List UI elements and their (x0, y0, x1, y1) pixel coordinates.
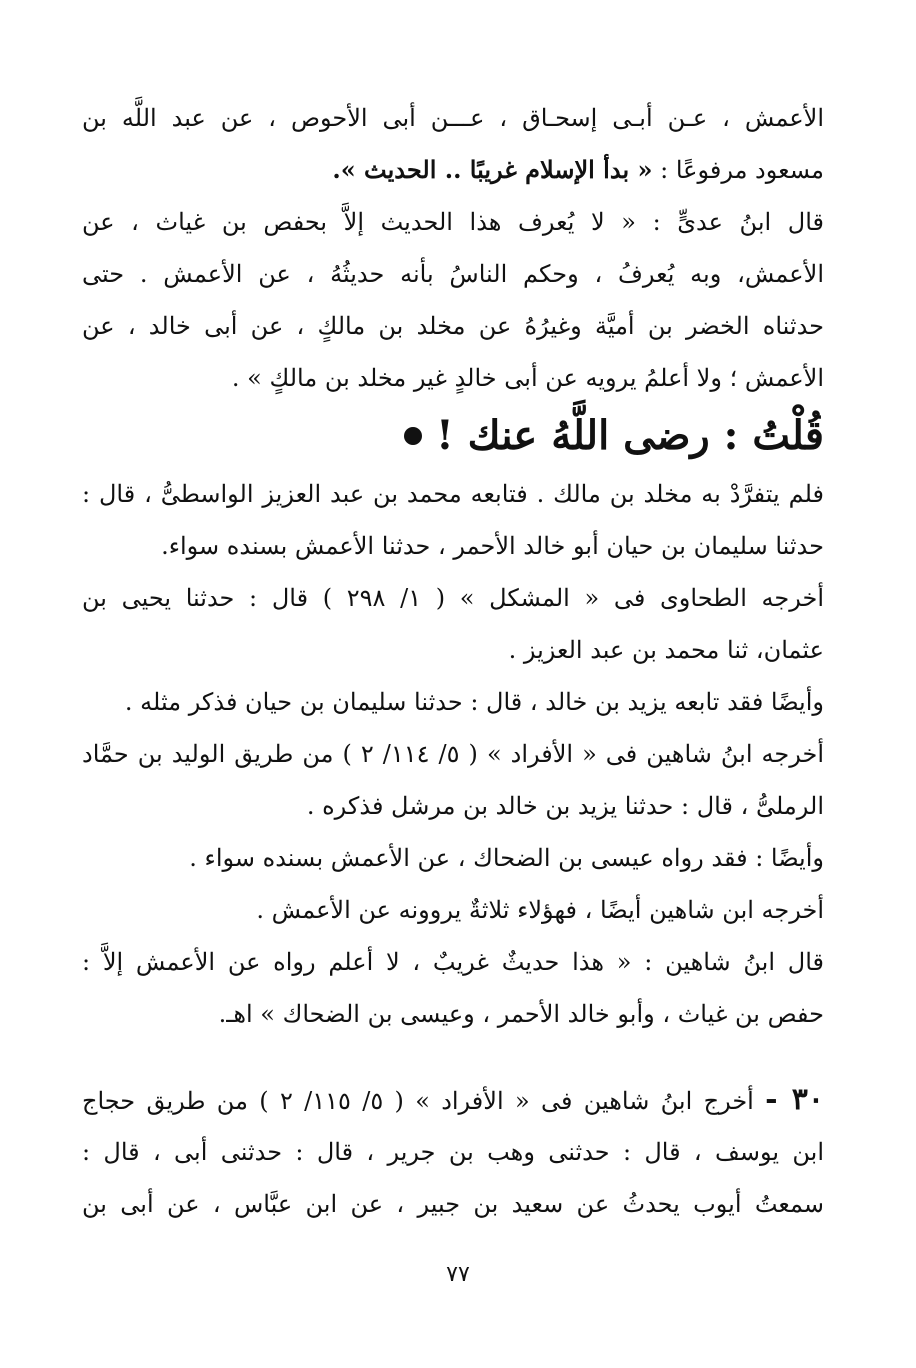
text-line: قال ابنُ عدىٍّ : « لا يُعرف هذا الحديث إلاَّ بحفص بن غياث ، عن (82, 208, 824, 236)
text-line: ابن يوسف ، قال : حدثنى وهب بن جرير ، قال : حدثنى أبى ، قال : (82, 1138, 824, 1166)
item-number: ٣٠ - (765, 1082, 824, 1117)
paragraph-2 (82, 468, 824, 572)
paragraph-1 (82, 92, 824, 404)
text-line (82, 144, 824, 196)
text-line: وأيضًا : فقد رواه عيسى بن الضحاك ، عن الأعمش بسنده سواء . (189, 844, 824, 872)
text-line: عثمان، ثنا محمد بن عبد العزيز . (508, 636, 824, 664)
paragraph-7 (82, 884, 824, 936)
text-span: أخرج ابنُ شاهين فى « الأفراد » ( ٥/ ١١٥/ ٢ ) من طريق حجاج (82, 1087, 754, 1115)
bullet-icon (404, 427, 422, 445)
text-line (82, 1074, 824, 1126)
text-line: سمعتُ أيوب يحدثُ عن سعيد بن جبير ، عن ابن عبَّاس ، عن أبى بن (82, 1190, 824, 1218)
text-line: حدثناه الخضر بن أميَّة وغيرُهُ عن مخلد بن مالكٍ ، عن أبى خالد ، عن (82, 312, 824, 340)
page-body (82, 92, 824, 1230)
item-30 (82, 1074, 824, 1230)
text-line: أخرجه ابن شاهين أيضًا ، فهؤلاء ثلاثةٌ يروونه عن الأعمش . (256, 896, 824, 924)
hadith-quote: « بدأ الإسلام غريبًا .. الحديث ». (332, 155, 653, 184)
paragraph-3 (82, 572, 824, 676)
text-span: مسعود مرفوعًا : (652, 156, 824, 184)
text-line: الأعمش ؛ ولا أعلمُ يرويه عن أبى خالدٍ غير مخلد بن مالكٍ » . (231, 364, 824, 392)
text-line: الأعمش، وبه يُعرفُ ، وحكم الناسُ بأنه حديثُهُ ، عن الأعمش . حتى (82, 260, 824, 288)
page-number: ٧٧ (446, 1262, 470, 1287)
paragraph-6 (82, 832, 824, 884)
heading-text: قُلْتُ : رضى اللَّهُ عنك ! (436, 412, 824, 459)
paragraph-5 (82, 728, 824, 832)
text-line: الأعمش ، عـن أبـى إسحـاق ، عـــن أبى الأحوص ، عن عبد اللَّه بن (82, 104, 824, 132)
paragraph-8 (82, 936, 824, 1040)
text-line: الرملىُّ ، قال : حدثنا يزيد بن خالد بن مرشل فذكره . (306, 792, 824, 820)
text-line: حدثنا سليمان بن حيان أبو خالد الأحمر ، حدثنا الأعمش بسنده سواء. (161, 532, 824, 560)
text-line: فلم يتفرَّدْ به مخلد بن مالك . فتابعه محمد بن عبد العزيز الواسطىُّ ، قال : (82, 480, 824, 508)
text-line: قال ابنُ شاهين : « هذا حديثٌ غريبٌ ، لا أعلم رواه عن الأعمش إلاَّ : (82, 948, 824, 976)
section-gap (82, 1040, 824, 1074)
text-line: أخرجه الطحاوى فى « المشكل » ( ١/ ٢٩٨ ) قال : حدثنا يحيى بن (82, 584, 824, 612)
section-heading (82, 404, 824, 468)
text-line: وأيضًا فقد تابعه يزيد بن خالد ، قال : حدثنا سليمان بن حيان فذكر مثله . (124, 688, 824, 716)
paragraph-4 (82, 676, 824, 728)
text-line: حفص بن غياث ، وأبو خالد الأحمر ، وعيسى بن الضحاك » اهـ. (218, 1000, 824, 1028)
text-line: أخرجه ابنُ شاهين فى « الأفراد » ( ٥/ ١١٤/ ٢ ) من طريق الوليد بن حمَّاد (82, 740, 824, 768)
